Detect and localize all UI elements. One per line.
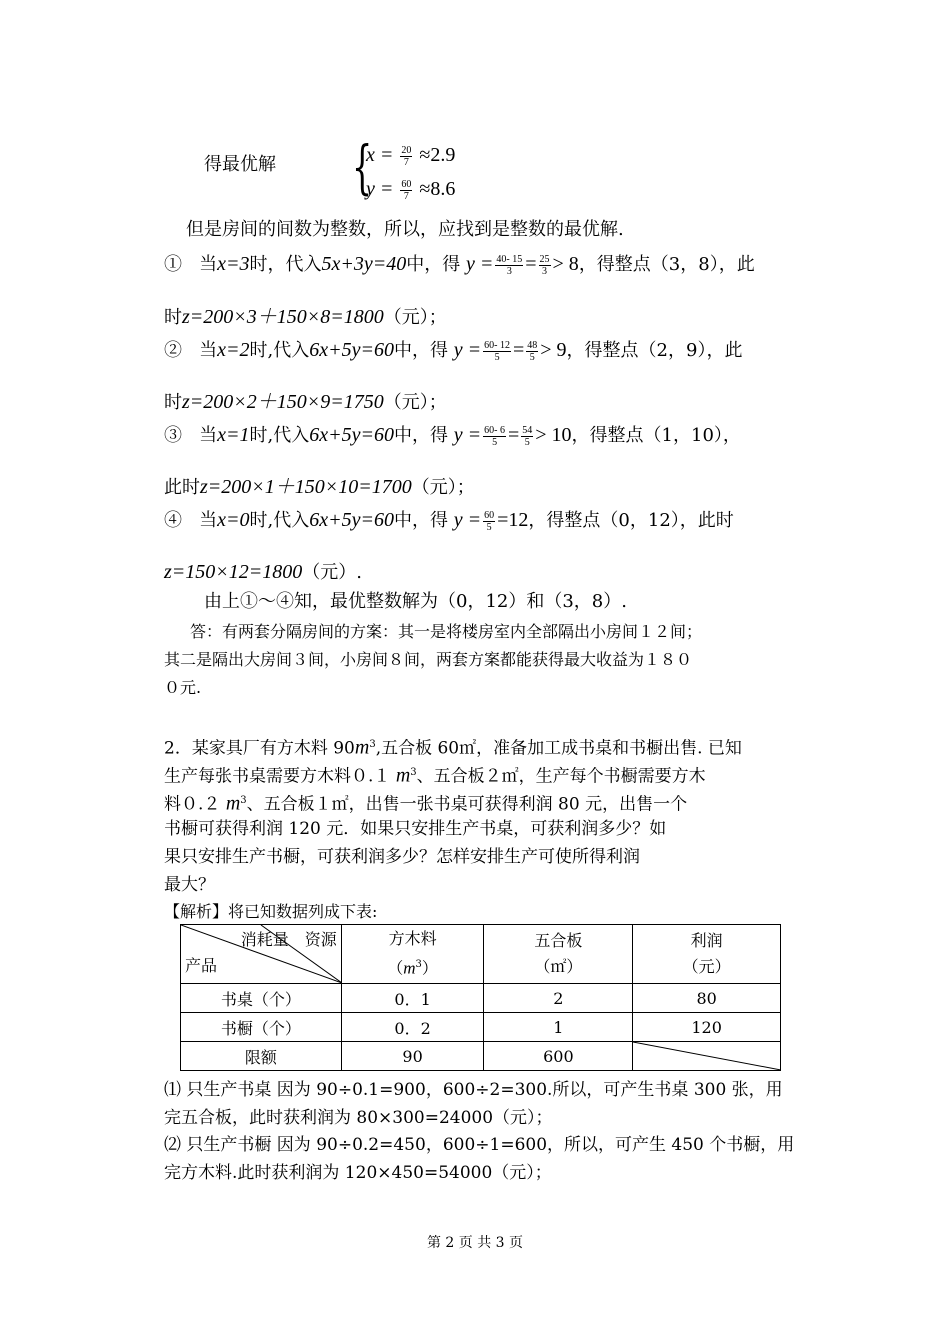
- answer-line-1: 答：有两套分隔房间的方案：其一是将楼房室内全部隔出小房间１２间；: [190, 622, 703, 641]
- answer-line-2: 其二是隔出大房间３间，小房间８间，两套方案都能获得最大收益为１８０: [164, 650, 693, 669]
- data-table: [180, 924, 781, 1071]
- table-empty-cell: [633, 1042, 781, 1071]
- problem-2-line-1: 2．某家具厂有方木料 $90m^3$,五合板 60㎡，准备加工成书桌和书橱出售. 已知: [164, 736, 742, 759]
- case-3-profit: 此时z=200×1＋150×10=1700（元）；: [164, 476, 475, 498]
- solution-y: y = $\frac{60}{7}$ ≈8.6: [366, 178, 456, 202]
- case-4-line: ④ 当x=0时,代入6x+5y=60中，得 y = $\frac{60}{5}$ =12，得整点（0，12），此时: [164, 509, 734, 533]
- page-footer: 第 2 页 共 3 页: [426, 1235, 524, 1251]
- part-2-line-1: ⑵ 只生产书橱 因为 90÷0.2=450，600÷1=600，所以，可产生 450 个书橱，用: [164, 1135, 795, 1155]
- table-row: [181, 1013, 781, 1042]
- part-1-line-2: 完五合板，此时获利润为 80×300=24000（元）；: [164, 1108, 553, 1128]
- case-2-line: ② 当x=2时,代入6x+5y=60中，得 y = $\frac{60- 12}{5}$ = $\frac{48}{5}$ > 9，得整点（2，9），此: [164, 339, 743, 363]
- problem-2-line-2: 生产每张书桌需要方木料０.１ $m^3$、五合板２㎡，生产每个书橱需要方木: [164, 764, 706, 787]
- part-1-line-1: ⑴ 只生产书桌 因为 90÷0.1=900，600÷2=300.所以，可产生书桌 300 张，用: [164, 1080, 783, 1100]
- case-1-line: ① 当x=3时，代入5x+3y=40中，得 y = $\frac{40- 15}{3}$ = $\frac{25}{3}$ > 8，得整点（3，8），此: [164, 253, 755, 277]
- problem-2-line-5: 果只安排生产书橱，可获利润多少？怎样安排生产可使所得利润: [164, 847, 640, 867]
- table-row: [181, 984, 781, 1013]
- empty-cell-diagonal: [633, 1042, 781, 1070]
- table-corner-cell: [181, 925, 342, 984]
- problem-2-line-6: 最大？: [164, 875, 215, 895]
- problem-2-line-4: 书橱可获得利润 120 元．如果只安排生产书桌，可获利润多少？如: [164, 819, 667, 839]
- case-1-profit: 时z=200×3＋150×8=1800（元）；: [164, 306, 447, 328]
- table-cell: 90: [341, 1042, 484, 1071]
- corner-top-label: 消耗量 资源: [240, 930, 337, 949]
- table-cell: 限额: [181, 1042, 342, 1071]
- table-header-wood: 方木料 $(m^3)$: [341, 925, 484, 984]
- table-cell: 0．2: [341, 1013, 484, 1042]
- solution-x: x = $\frac{20}{7}$ ≈2.9: [366, 144, 456, 168]
- table-cell: 600: [484, 1042, 633, 1071]
- analysis-intro: 【解析】将已知数据列成下表:: [164, 902, 378, 921]
- part-2-line-2: 完方木料.此时获利润为 120×450=54000（元）；: [164, 1163, 552, 1183]
- table-header-profit: 利润 （元）: [633, 925, 781, 984]
- conclusion: 由上①～④知，最优整数解为（0，12）和（3，8）.: [204, 591, 627, 612]
- case-2-profit: 时z=200×2＋150×9=1750（元）；: [164, 391, 447, 413]
- corner-bottom-label: 产品: [185, 956, 218, 975]
- table-cell: 0．1: [341, 984, 484, 1013]
- table-cell: 120: [633, 1013, 781, 1042]
- system-brace: {: [352, 133, 373, 201]
- table-cell: 2: [484, 984, 633, 1013]
- table-cell: 书橱（个）: [181, 1013, 342, 1042]
- table-cell: 80: [633, 984, 781, 1013]
- table-cell: 书桌（个）: [181, 984, 342, 1013]
- case-4-profit: z=150×12=1800（元）.: [164, 561, 363, 583]
- answer-line-3: ０元.: [164, 678, 202, 697]
- problem-2-line-3: 料０.２ $m^3$、五合板１㎡，出售一张书桌可获得利润 80 元，出售一个: [164, 792, 688, 815]
- table-header-plywood: 五合板 （㎡）: [484, 925, 633, 984]
- integer-note: 但是房间的间数为整数，所以，应找到是整数的最优解.: [186, 219, 624, 240]
- case-3-line: ③ 当x=1时,代入6x+5y=60中，得 y = $\frac{60- 6}{5}$ = $\frac{54}{5}$ > 10，得整点（1，10），: [164, 424, 741, 448]
- table-row: [181, 1042, 781, 1071]
- table-cell: 1: [484, 1013, 633, 1042]
- optimal-solution-label: 得最优解: [204, 154, 276, 175]
